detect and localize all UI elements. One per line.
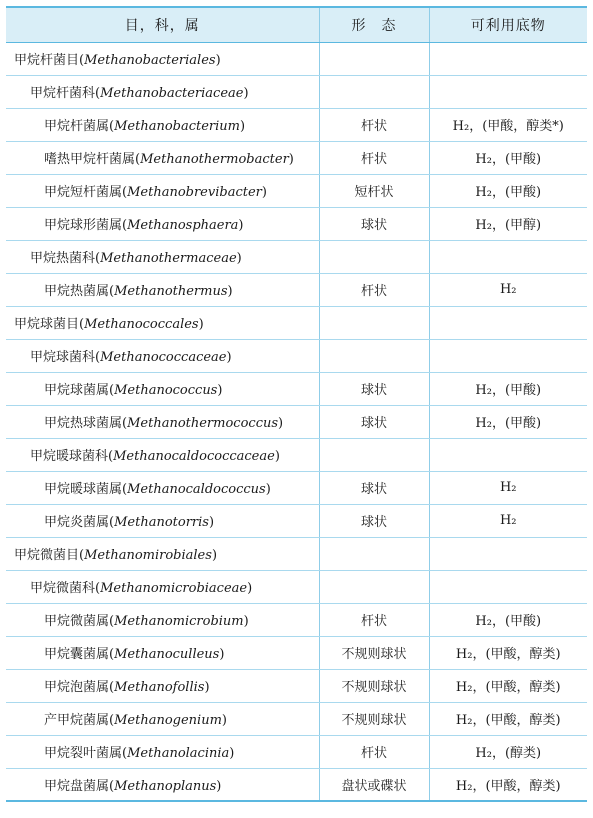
taxon-chinese-name: 嗜热甲烷杆菌属	[44, 152, 136, 167]
taxon-chinese-name: 甲烷裂叶菌属	[44, 746, 123, 761]
morphology-cell: 不规则球状	[319, 636, 429, 669]
substrate-cell: H₂，(甲酸)	[429, 603, 587, 636]
substrate-cell	[429, 339, 587, 372]
taxon-cell	[6, 636, 319, 669]
substrate-cell: H₂，(甲酸)	[429, 174, 587, 207]
morphology-cell: 杆状	[319, 273, 429, 306]
table-row	[6, 471, 587, 504]
table-row	[6, 504, 587, 537]
morphology-cell: 球状	[319, 504, 429, 537]
morphology-cell	[319, 570, 429, 603]
taxon-latin-name: Methanothermus	[114, 284, 228, 299]
morphology-cell	[319, 339, 429, 372]
substrate-cell: H₂，(甲酸，醇类)	[429, 669, 587, 702]
paren-close: )	[288, 152, 294, 167]
table-row	[6, 735, 587, 768]
morphology-cell	[319, 306, 429, 339]
paren-open: (	[95, 251, 101, 266]
morphology-cell	[319, 42, 429, 75]
table-row	[6, 240, 587, 273]
morphology-cell: 不规则球状	[319, 669, 429, 702]
taxon-chinese-name: 甲烷炎菌属	[44, 515, 110, 530]
taxon-cell	[6, 504, 319, 537]
morphology-cell: 杆状	[319, 603, 429, 636]
morphology-cell: 不规则球状	[319, 702, 429, 735]
table-row	[6, 669, 587, 702]
taxon-cell	[6, 42, 319, 75]
substrate-cell	[429, 570, 587, 603]
taxon-chinese-name: 产甲烷菌属	[44, 713, 110, 728]
substrate-cell	[429, 42, 587, 75]
header-substrate: 可利用底物	[429, 7, 587, 42]
taxonomy-table-container	[6, 6, 587, 802]
paren-close: )	[216, 778, 222, 794]
paren-close: )	[278, 416, 284, 431]
header-morphology: 形 态	[319, 7, 429, 42]
paren-open: (	[122, 746, 128, 761]
taxon-latin-name: Methanococcales	[84, 317, 199, 332]
table-row	[6, 174, 587, 207]
paren-open: (	[109, 284, 115, 299]
taxon-latin-name: Methanothermococcus	[127, 416, 279, 431]
taxon-latin-name: Methanobacterium	[114, 119, 240, 134]
paren-close: )	[215, 53, 221, 68]
paren-open: (	[95, 86, 101, 101]
taxon-chinese-name: 甲烷暖球菌属	[44, 482, 123, 497]
methanogen-taxonomy-table	[6, 6, 587, 802]
table-row	[6, 438, 587, 471]
table-row	[6, 339, 587, 372]
paren-open: (	[95, 350, 101, 365]
paren-open: (	[109, 515, 115, 530]
taxon-chinese-name: 甲烷球菌目	[14, 317, 80, 332]
taxon-cell	[6, 273, 319, 306]
taxon-latin-name: Methanothermobacter	[140, 152, 289, 167]
taxon-chinese-name: 甲烷微菌目	[14, 548, 80, 563]
paren-open: (	[108, 449, 114, 464]
paren-close: )	[240, 119, 246, 134]
taxon-chinese-name: 甲烷球菌科	[30, 350, 96, 365]
substrate-cell: H₂	[429, 504, 587, 537]
taxon-cell	[6, 570, 319, 603]
table-row	[6, 306, 587, 339]
table-row	[6, 42, 587, 75]
table-row	[6, 108, 587, 141]
morphology-cell: 杆状	[319, 735, 429, 768]
table-row	[6, 702, 587, 735]
substrate-cell: H₂，(甲酸)	[429, 372, 587, 405]
substrate-cell: H₂，(甲酸，醇类)	[429, 636, 587, 669]
morphology-cell	[319, 240, 429, 273]
paren-close: )	[238, 218, 244, 233]
table-row	[6, 405, 587, 438]
paren-open: (	[122, 416, 128, 431]
table-body	[6, 42, 587, 801]
taxon-latin-name: Methanobacteriales	[84, 53, 216, 68]
table-row	[6, 372, 587, 405]
paren-close: )	[198, 317, 204, 332]
morphology-cell: 杆状	[319, 141, 429, 174]
substrate-cell: H₂，(甲醇)	[429, 207, 587, 240]
paren-open: (	[109, 778, 115, 794]
taxon-latin-name: Methanomicrobium	[114, 614, 244, 629]
table-row	[6, 603, 587, 636]
paren-open: (	[122, 482, 128, 497]
paren-close: )	[227, 284, 233, 299]
taxon-cell	[6, 735, 319, 768]
taxon-cell	[6, 669, 319, 702]
table-header	[6, 7, 587, 42]
taxon-latin-name: Methanoculleus	[114, 647, 220, 662]
paren-close: )	[219, 647, 225, 662]
taxon-cell	[6, 306, 319, 339]
table-row	[6, 768, 587, 801]
table-row	[6, 570, 587, 603]
paren-close: )	[211, 548, 218, 563]
morphology-cell: 球状	[319, 372, 429, 405]
morphology-cell: 球状	[319, 471, 429, 504]
taxon-chinese-name: 甲烷热菌属	[44, 284, 110, 299]
taxon-chinese-name: 甲烷热球菌属	[44, 416, 123, 431]
taxon-cell	[6, 141, 319, 174]
substrate-cell	[429, 75, 587, 108]
substrate-cell: H₂	[429, 471, 587, 504]
paren-close: )	[243, 614, 249, 629]
table-row	[6, 141, 587, 174]
taxon-cell	[6, 702, 319, 735]
taxon-latin-name: Methanogenium	[114, 713, 222, 728]
taxon-cell	[6, 438, 319, 471]
table-row	[6, 273, 587, 306]
taxon-cell	[6, 108, 319, 141]
substrate-cell: H₂，(甲酸)	[429, 405, 587, 438]
taxon-chinese-name: 甲烷短杆菌属	[44, 185, 123, 200]
taxon-latin-name: Methanocaldococcaceae	[113, 449, 275, 464]
taxon-chinese-name: 甲烷盘菌属	[44, 778, 110, 794]
paren-open: (	[109, 680, 115, 695]
paren-close: )	[204, 680, 210, 695]
paren-close: )	[221, 713, 227, 728]
taxon-cell	[6, 372, 319, 405]
paren-open: (	[79, 548, 85, 563]
substrate-cell: H₂，(甲酸)	[429, 141, 587, 174]
substrate-cell	[429, 537, 587, 570]
substrate-cell: H₂，(甲酸，醇类)	[429, 768, 587, 801]
table-row	[6, 636, 587, 669]
paren-close: )	[265, 482, 271, 497]
taxon-cell	[6, 471, 319, 504]
paren-close: )	[226, 350, 232, 365]
taxon-cell	[6, 405, 319, 438]
paren-open: (	[135, 152, 141, 167]
taxon-cell	[6, 537, 319, 570]
paren-close: )	[274, 449, 280, 464]
substrate-cell: H₂	[429, 273, 587, 306]
taxon-chinese-name: 甲烷微菌科	[30, 581, 96, 596]
taxon-latin-name: Methanosphaera	[127, 218, 239, 233]
taxon-latin-name: Methanomicrobiaceae	[100, 581, 248, 596]
header-row	[6, 7, 587, 42]
taxon-cell	[6, 75, 319, 108]
paren-close: )	[261, 185, 267, 200]
taxon-chinese-name: 甲烷杆菌目	[14, 53, 80, 68]
paren-open: (	[109, 713, 115, 728]
table-row	[6, 537, 587, 570]
header-taxon: 目，科，属	[6, 7, 319, 42]
taxon-cell	[6, 603, 319, 636]
taxon-latin-name: Methanomirobiales	[84, 548, 212, 563]
taxon-latin-name: Methanofollis	[114, 680, 205, 695]
paren-close: )	[243, 86, 249, 101]
table-row	[6, 207, 587, 240]
taxon-latin-name: Methanotorris	[114, 515, 209, 530]
taxon-cell	[6, 240, 319, 273]
taxon-chinese-name: 甲烷囊菌属	[44, 647, 110, 662]
taxon-latin-name: Methanococcaceae	[100, 350, 227, 365]
taxon-latin-name: Methanoplanus	[114, 778, 217, 794]
taxon-chinese-name: 甲烷杆菌科	[30, 86, 96, 101]
paren-close: )	[208, 515, 215, 530]
substrate-cell	[429, 438, 587, 471]
taxon-latin-name: Methanocaldococcus	[127, 482, 266, 497]
paren-open: (	[122, 185, 128, 200]
taxon-chinese-name: 甲烷暖球菌科	[30, 449, 109, 464]
taxon-cell	[6, 339, 319, 372]
morphology-cell: 盘状或碟状	[319, 768, 429, 801]
taxon-latin-name: Methanococcus	[114, 383, 218, 398]
morphology-cell	[319, 537, 429, 570]
morphology-cell: 杆状	[319, 108, 429, 141]
substrate-cell	[429, 306, 587, 339]
paren-close: )	[229, 746, 235, 761]
substrate-cell: H₂，(甲酸，醇类*)	[429, 108, 587, 141]
paren-open: (	[109, 647, 115, 662]
taxon-chinese-name: 甲烷热菌科	[30, 251, 96, 266]
taxon-chinese-name: 甲烷球菌属	[44, 383, 110, 398]
paren-close: )	[217, 383, 223, 398]
morphology-cell: 短杆状	[319, 174, 429, 207]
taxon-latin-name: Methanothermaceae	[100, 251, 237, 266]
paren-open: (	[79, 53, 85, 68]
morphology-cell: 球状	[319, 207, 429, 240]
paren-open: (	[109, 119, 115, 134]
taxon-cell	[6, 768, 319, 801]
taxon-latin-name: Methanobrevibacter	[127, 185, 262, 200]
paren-close: )	[236, 251, 242, 266]
table-row	[6, 75, 587, 108]
morphology-cell: 球状	[319, 405, 429, 438]
substrate-cell: H₂，(甲酸，醇类)	[429, 702, 587, 735]
paren-open: (	[122, 218, 128, 233]
taxon-latin-name: Methanobacteriaceae	[100, 86, 244, 101]
substrate-cell: H₂，(醇类)	[429, 735, 587, 768]
taxon-cell	[6, 207, 319, 240]
taxon-chinese-name: 甲烷泡菌属	[44, 680, 110, 695]
paren-open: (	[109, 614, 115, 629]
taxon-chinese-name: 甲烷微菌属	[44, 614, 110, 629]
paren-close: )	[247, 581, 253, 596]
paren-open: (	[95, 581, 101, 596]
morphology-cell	[319, 75, 429, 108]
taxon-cell	[6, 174, 319, 207]
paren-open: (	[109, 383, 115, 398]
taxon-latin-name: Methanolacinia	[127, 746, 230, 761]
substrate-cell	[429, 240, 587, 273]
paren-open: (	[79, 317, 85, 332]
taxon-chinese-name: 甲烷杆菌属	[44, 119, 110, 134]
taxon-chinese-name: 甲烷球形菌属	[44, 218, 123, 233]
morphology-cell	[319, 438, 429, 471]
